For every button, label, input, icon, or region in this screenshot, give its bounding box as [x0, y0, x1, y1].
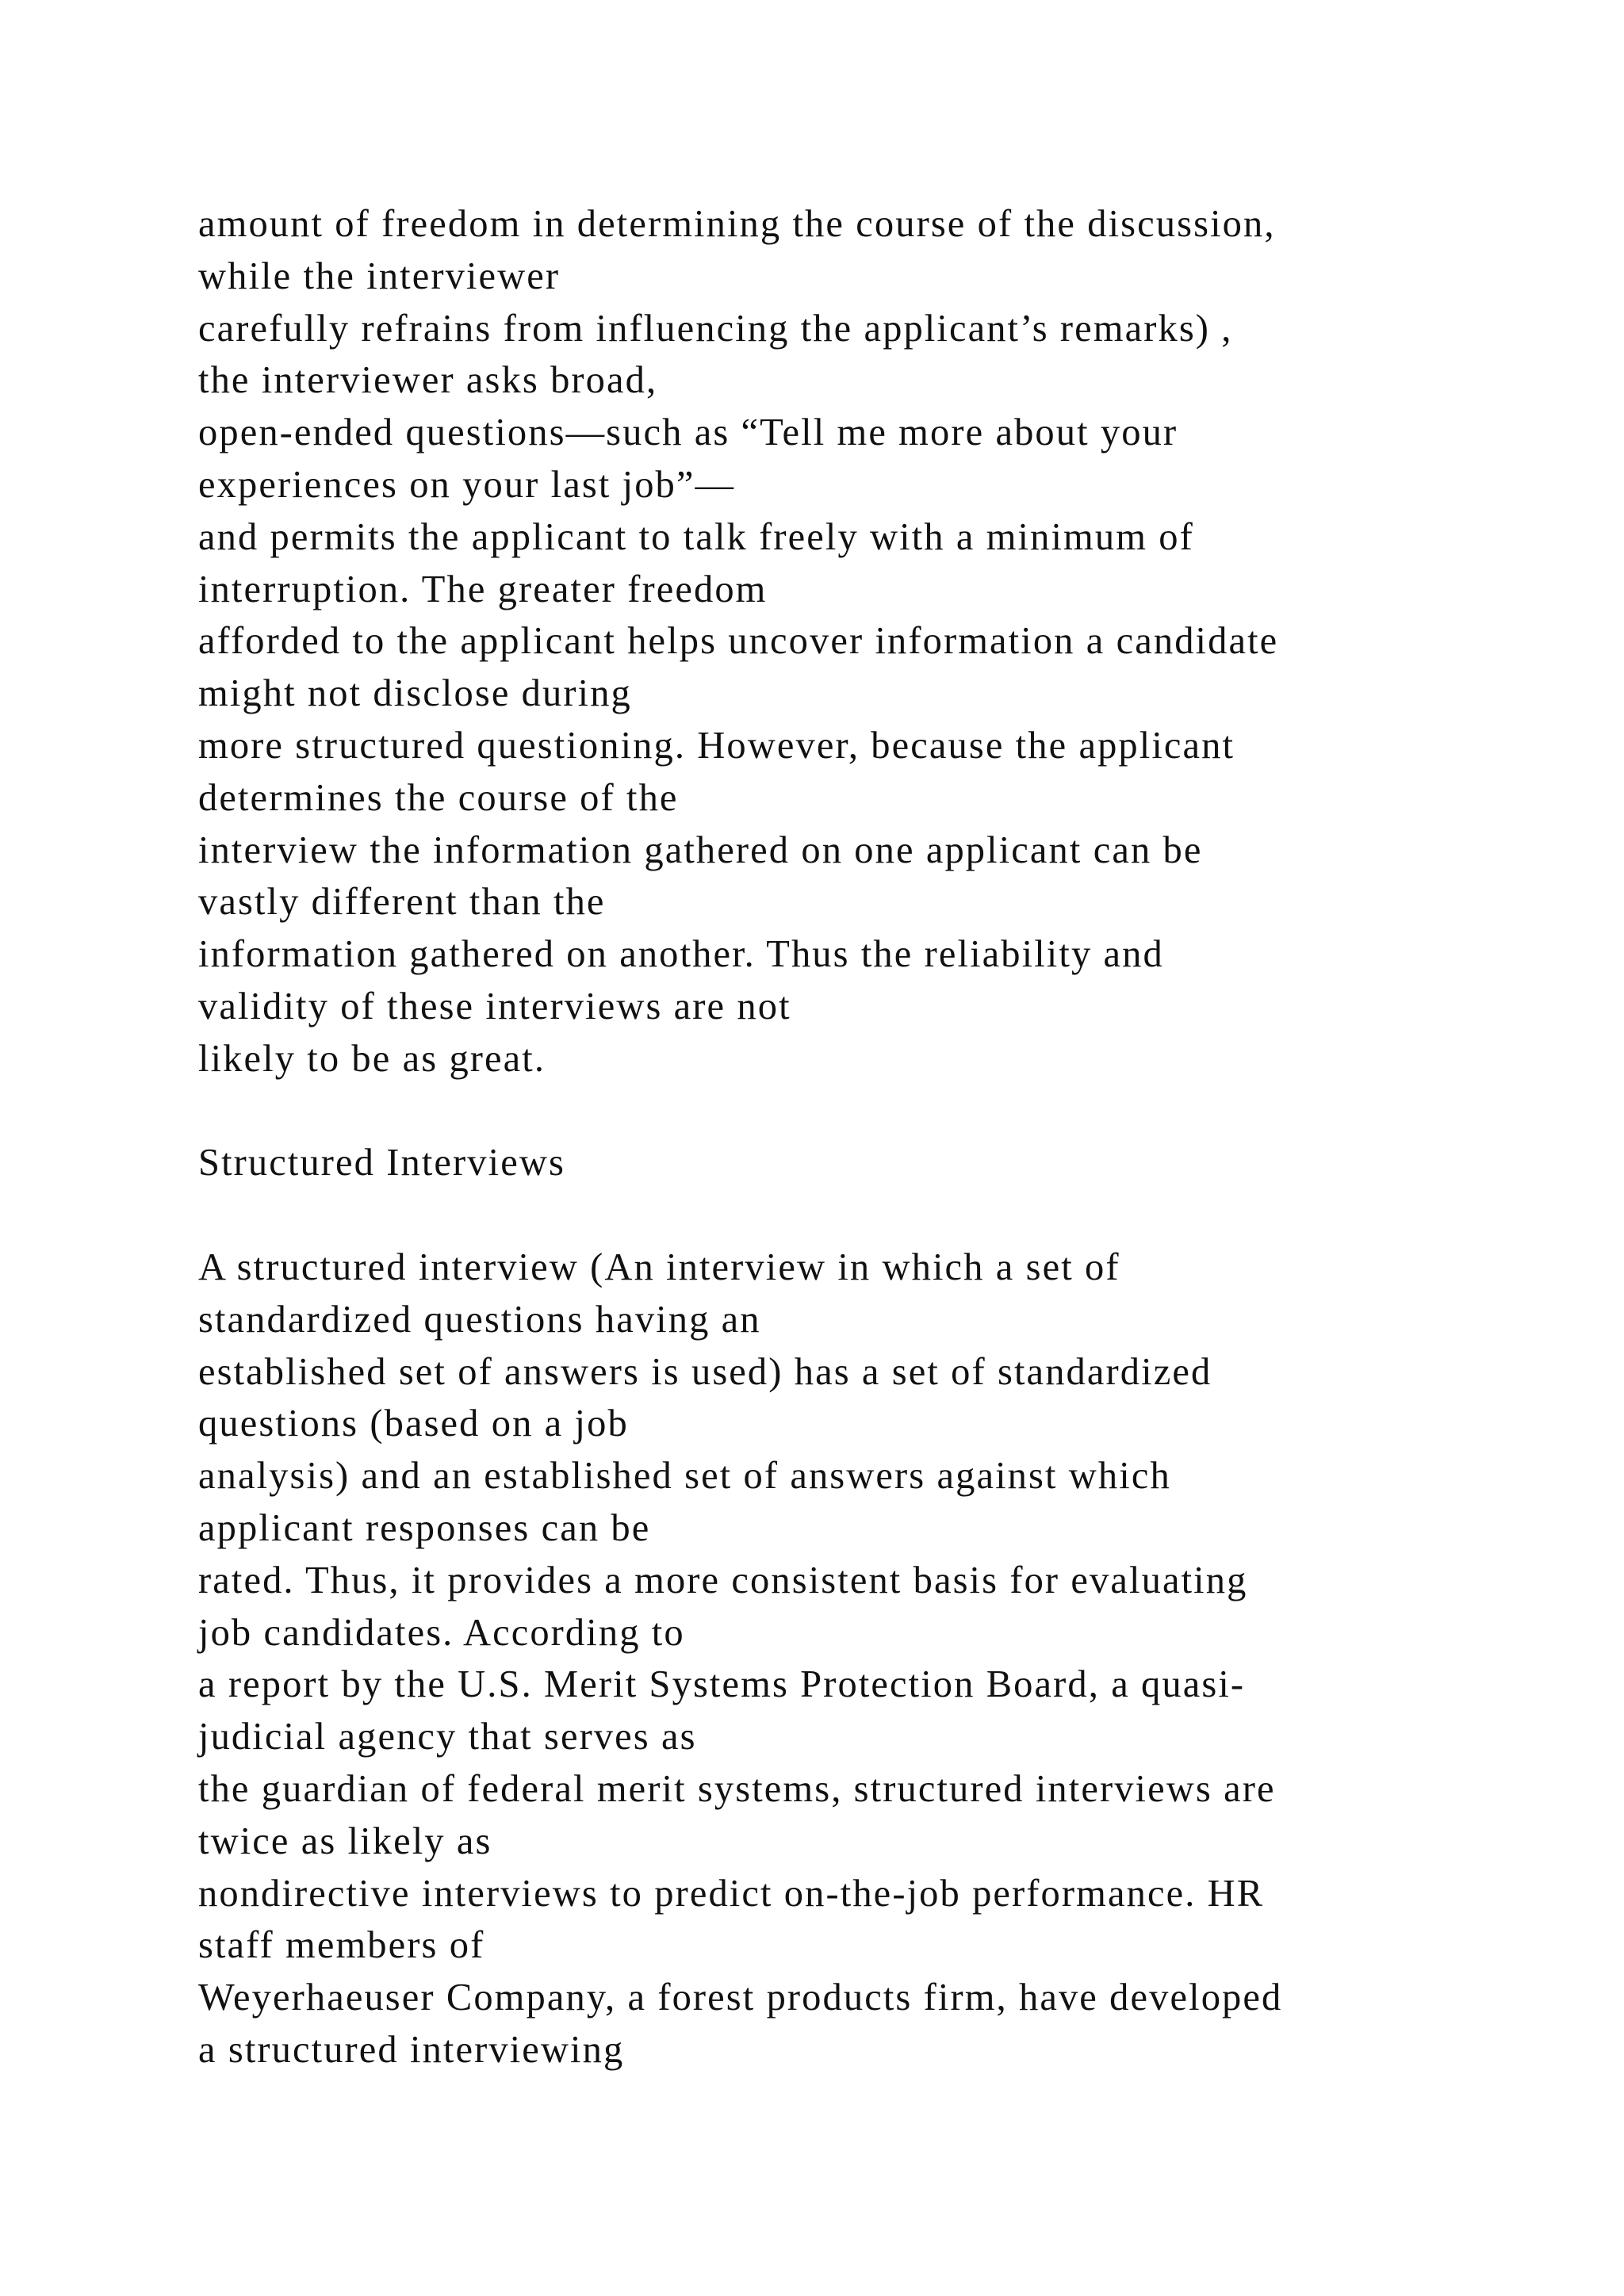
text-line: twice as likely as	[198, 1820, 492, 1862]
text-line: the guardian of federal merit systems, structured interviews are	[198, 1767, 1276, 1810]
text-line: a report by the U.S. Merit Systems Protection Board, a quasi-	[198, 1663, 1246, 1706]
text-line: job candidates. According to	[198, 1611, 685, 1654]
text-line: amount of freedom in determining the course of the discussion,	[198, 203, 1276, 245]
body-text	[198, 198, 1483, 2076]
text-line: interruption. The greater freedom	[198, 568, 768, 610]
text-line: information gathered on another. Thus the reliability and	[198, 933, 1164, 976]
text-line: a structured interviewing	[198, 2028, 625, 2071]
text-line: open-ended questions—such as “Tell me more about your	[198, 411, 1178, 454]
blank-line	[198, 1085, 1483, 1138]
text-line: vastly different than the	[198, 881, 606, 924]
text-line: might not disclose during	[198, 672, 632, 715]
text-line: experiences on your last job”—	[198, 463, 736, 506]
text-line: A structured interview (An interview in which a set of	[198, 1246, 1120, 1288]
text-line: judicial agency that serves as	[198, 1716, 697, 1758]
text-line: and permits the applicant to talk freely with a minimum of	[198, 515, 1194, 558]
text-line: standardized questions having an	[198, 1298, 761, 1341]
section-heading: Structured Interviews	[198, 1142, 565, 1184]
text-line: questions (based on a job	[198, 1402, 629, 1445]
text-line: carefully refrains from influencing the applicant’s remarks) ,	[198, 307, 1233, 350]
text-line: likely to be as great.	[198, 1037, 546, 1080]
text-line: staff members of	[198, 1924, 485, 1967]
text-line: established set of answers is used) has a set of standardized	[198, 1350, 1212, 1393]
text-line: determines the course of the	[198, 776, 679, 819]
text-line: validity of these interviews are not	[198, 985, 791, 1027]
text-line: nondirective interviews to predict on-the-job performance. HR	[198, 1872, 1265, 1915]
text-line: while the interviewer	[198, 254, 561, 297]
text-line: interview the information gathered on one applicant can be	[198, 828, 1203, 871]
text-line: Weyerhaeuser Company, a forest products firm, have developed	[198, 1976, 1283, 2019]
text-line: more structured questioning. However, because the applicant	[198, 724, 1235, 767]
text-line: analysis) and an established set of answers against which	[198, 1455, 1171, 1498]
text-line: rated. Thus, it provides a more consistent basis for evaluating	[198, 1559, 1248, 1601]
text-line: afforded to the applicant helps uncover information a candidate	[198, 620, 1279, 663]
text-line: the interviewer asks broad,	[198, 359, 658, 402]
text-line: applicant responses can be	[198, 1506, 651, 1549]
blank-line	[198, 1189, 1483, 1242]
